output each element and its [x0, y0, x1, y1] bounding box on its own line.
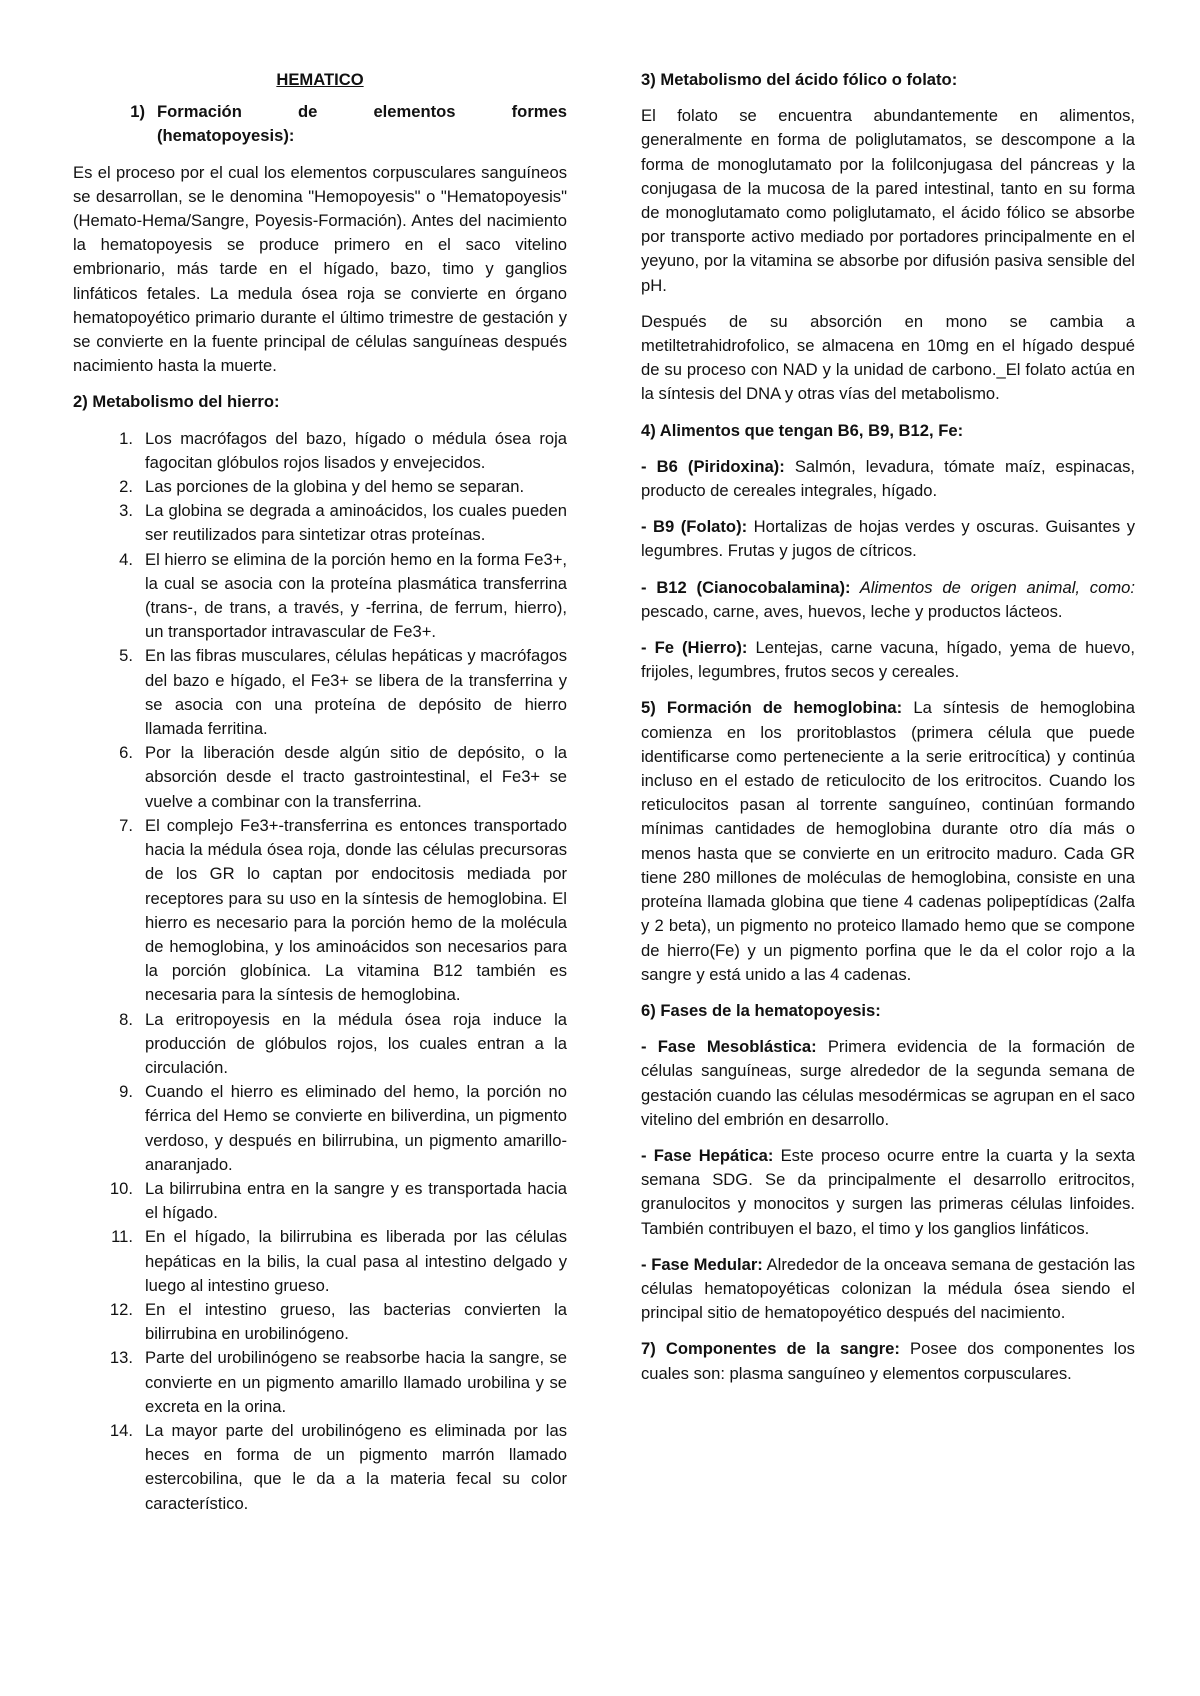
iron-step-text: La globina se degrada a aminoácidos, los cuales pueden ser reutilizados para sintetizar otras proteínas.: [145, 501, 567, 545]
iron-step-item: [73, 427, 567, 475]
phase-medullary-text: Alrededor de la onceava semana de gestación las células hematopoyéticas colonizan la médula ósea siendo el principal sitio de hematopoyético después del nacimiento.: [641, 1254, 1136, 1323]
iron-step-number: 13.: [109, 1348, 133, 1368]
section-7: [641, 1337, 1135, 1385]
food-b9: [641, 515, 1135, 563]
food-fe-text: Lentejas, carne vacuna, hígado, yema de huevo, frijoles, legumbres, frutos secos y cereales.: [641, 638, 1136, 682]
iron-step-number: 3.: [119, 501, 133, 521]
iron-step-text: Cuando el hierro es eliminado del hemo, la porción no férrica del Hemo se convierte en biliverdina, un pigmento verdoso, y después en bilirrubina, un pigmento amarillo-anaranjado.: [145, 1082, 567, 1174]
iron-step-text: La mayor parte del urobilinógeno es eliminada por las heces en forma de un pigmento marrón llamado estercobilina, que le da a la materia fecal su color característico.: [145, 1420, 567, 1513]
iron-step-item: [73, 1080, 567, 1177]
section-1-heading: [73, 100, 567, 148]
document-title: HEMATICO: [276, 70, 364, 89]
food-b9-text: Hortalizas de hojas verdes y oscuras. Guisantes y legumbres. Frutas y jugos de cítricos.: [641, 517, 1135, 561]
iron-step-text: La eritropoyesis en la médula ósea roja induce la producción de glóbulos rojos, los cuales entran a la circulación.: [145, 1009, 567, 1077]
phase-mesoblastic-text: Primera evidencia de la formación de células sanguíneas, surge alrededor de la segunda semana de gestación cuando las células mesodérmicas se agrupan en el saco vitelino del embrión en desarrollo.: [641, 1037, 1135, 1129]
food-fe: [641, 636, 1135, 684]
iron-step-number: 8.: [119, 1009, 133, 1029]
iron-step-item: [73, 1346, 567, 1419]
food-b12-italic: Alimentos de origen animal, como:: [850, 577, 1135, 597]
phase-mesoblastic-label: - Fase Mesoblástica:: [641, 1037, 817, 1057]
section-3-heading: 3) Metabolismo del ácido fólico o folato:: [641, 70, 958, 89]
food-b6-label: - B6 (Piridoxina):: [641, 456, 785, 476]
iron-step-item: [73, 499, 567, 547]
iron-step-number: 12.: [109, 1299, 133, 1319]
phase-medullary: [641, 1253, 1135, 1326]
iron-step-text: Las porciones de la globina y del hemo se separan.: [145, 477, 525, 497]
phase-hepatic-text: Este proceso ocurre entre la cuarta y la sexta semana SDG. Se da principalmente el desarrollo eritrocitos, granulocitos y monocitos y surgen las primeras células linfoides. También contribuyen el bazo, el timo y los ganglios linfáticos.: [641, 1145, 1136, 1238]
iron-step-number: 1.: [119, 428, 133, 448]
iron-step-number: 10.: [109, 1178, 133, 1198]
iron-step-number: 9.: [119, 1082, 133, 1102]
section-6-heading: 6) Fases de la hematopoyesis:: [641, 1000, 881, 1020]
section-1-title: [145, 100, 567, 148]
iron-step-text: Parte del urobilinógeno se reabsorbe hacia la sangre, se convierte en un pigmento amarillo llamado urobilina y se excreta en la orina.: [145, 1348, 567, 1416]
iron-step-number: 2.: [119, 477, 133, 497]
iron-step-item: [73, 1225, 567, 1298]
iron-step-number: 4.: [119, 549, 133, 569]
section-3-paragraph-1: El folato se encuentra abundantemente en alimentos, generalmente en forma de poliglutamatos, se descompone a la forma de monoglutamato por la folilconjugasa del páncreas y la conjugasa de la mucosa de la pared intestinal, tanto en su forma de monoglutamato como poliglutamato, el ácido fólico se absorbe por transporte activo mediado por portadores principalmente en el yeyuno, por la vitamina se absorbe por difusión pasiva sensible del pH.: [641, 106, 1135, 295]
left-column: [73, 68, 567, 1516]
phase-hepatic-label: - Fase Hepática:: [641, 1145, 774, 1165]
iron-step-number: 6.: [119, 743, 133, 763]
iron-step-item: [73, 741, 567, 814]
section-1-number: 1): [130, 102, 145, 122]
food-fe-label: - Fe (Hierro):: [641, 638, 748, 658]
iron-step-text: La bilirrubina entra en la sangre y es transportada hacia el hígado.: [145, 1178, 567, 1223]
food-b12: [641, 576, 1135, 624]
section-7-label: 7) Componentes de la sangre:: [641, 1339, 900, 1359]
food-b12-text: pescado, carne, aves, huevos, leche y productos lácteos.: [641, 601, 1063, 621]
phase-hepatic: [641, 1144, 1135, 1241]
food-b12-label: - B12 (Cianocobalamina):: [641, 577, 851, 597]
section-5-label: 5) Formación de hemoglobina:: [641, 698, 903, 718]
section-2-heading: 2) Metabolismo del hierro:: [73, 392, 280, 412]
iron-step-text: En las fibras musculares, células hepáticas y macrófagos del bazo e hígado, el Fe3+ se libera de la transferrina y se asocia con una proteína de depósito de hierro llamada ferritina.: [145, 646, 567, 739]
iron-step-number: 14.: [109, 1420, 133, 1440]
iron-step-text: Los macrófagos del bazo, hígado o médula ósea roja fagocitan glóbulos rojos lisados y envejecidos.: [145, 428, 567, 472]
food-b6: [641, 455, 1135, 503]
phase-medullary-label: - Fase Medular:: [641, 1254, 763, 1274]
iron-step-number: 11.: [111, 1227, 133, 1247]
section-5: [641, 696, 1135, 986]
iron-step-item: [73, 644, 567, 741]
iron-step-text: El hierro se elimina de la porción hemo en la forma Fe3+, la cual se asocia con la proteína plasmática transferrina (trans-, de trans, a través, y -ferrina, de ferrum, hierro), un transportador intravascular de Fe3+.: [145, 549, 567, 642]
phase-mesoblastic: [641, 1035, 1135, 1132]
iron-step-item: [73, 1419, 567, 1516]
section-3-paragraph-2: Después de su absorción en mono se cambia a metiltetrahidrofolico, se almacena en 10mg en el hígado despué de su proceso con NAD y la unidad de carbono._El folato actúa en la síntesis del DNA y otras vías del metabolismo.: [641, 311, 1135, 404]
iron-step-text: Por la liberación desde algún sitio de depósito, o la absorción desde el tracto gastrointestinal, el Fe3+ se vuelve a combinar con la transferrina.: [145, 743, 567, 811]
iron-step-item: [73, 475, 567, 499]
iron-step-item: [73, 548, 567, 645]
food-b9-label: - B9 (Folato):: [641, 517, 748, 537]
iron-step-text: El complejo Fe3+-transferrina es entonces transportado hacia la médula ósea roja, donde las células precursoras de los GR lo captan por endocitosis mediada por receptores para su uso en la síntesis de hemoglobina. El hierro es necesario para la porción hemo de la molécula de hemoglobina, y los aminoácidos son necesarios para la porción globínica. La vitamina B12 también es necesaria para la síntesis de hemoglobina.: [145, 815, 567, 1005]
iron-metabolism-list: [73, 427, 567, 1516]
iron-step-number: 7.: [119, 815, 133, 835]
iron-step-text: En el hígado, la bilirrubina es liberada por las células hepáticas en la bilis, la cual pasa al intestino delgado y luego al intestino grueso.: [145, 1227, 567, 1295]
section-1-body: Es el proceso por el cual los elementos corpusculares sanguíneos se desarrollan, se le denomina "Hemopoyesis" o "Hematopoyesis" (Hemato-Hema/Sangre, Poyesis-Formación). Antes del nacimiento la hematopoyesis se produce primero en el saco vitelino embrionario, más tarde en el hígado, bazo, timo y ganglios linfáticos fetales. La medula ósea roja se convierte en órgano hematopoyético primario durante el último trimestre de gestación y se convierte en la fuente principal de células sanguíneas después nacimiento hasta la muerte.: [73, 162, 567, 376]
iron-step-item: [73, 814, 567, 1008]
iron-step-item: [73, 1177, 567, 1225]
food-b6-text: Salmón, levadura, tómate maíz, espinacas, producto de cereales integrales, hígado.: [641, 456, 1135, 501]
iron-step-item: [73, 1008, 567, 1081]
right-column: [641, 68, 1135, 1398]
section-4-heading: 4) Alimentos que tengan B6, B9, B12, Fe:: [641, 420, 964, 440]
section-7-text: Posee dos componentes los cuales son: plasma sanguíneo y elementos corpusculares.: [641, 1339, 1135, 1383]
iron-step-item: [73, 1298, 567, 1346]
iron-step-number: 5.: [119, 646, 133, 666]
section-1-title-line2: (hematopoyesis):: [157, 126, 295, 146]
iron-step-text: En el intestino grueso, las bacterias convierten la bilirrubina en urobilinógeno.: [145, 1299, 567, 1344]
section-1-title-line1: Formación de elementos formes: [157, 102, 567, 122]
section-5-text: La síntesis de hemoglobina comienza en los proritoblastos (primera célula que puede identificarse como perteneciente a la serie eritrocítica) y continúa incluso en el estado de reticulocito de los eritrocitos. Cuando los reticulocitos pasan al torrente sanguíneo, continúan formando mínimas cantidades de hemoglobina durante otro día más o menos hasta que se convierte en un eritrocito maduro. Cada GR tiene 280 millones de moléculas de hemoglobina, consiste en una proteína llamada globina que tiene 4 cadenas polipeptídicas (2alfa y 2 beta), un pigmento no proteico llamado hemo que se compone de hierro(Fe) y un pigmento porfina que le da el color rojo a la sangre y está unido a las 4 cadenas.: [641, 698, 1135, 984]
